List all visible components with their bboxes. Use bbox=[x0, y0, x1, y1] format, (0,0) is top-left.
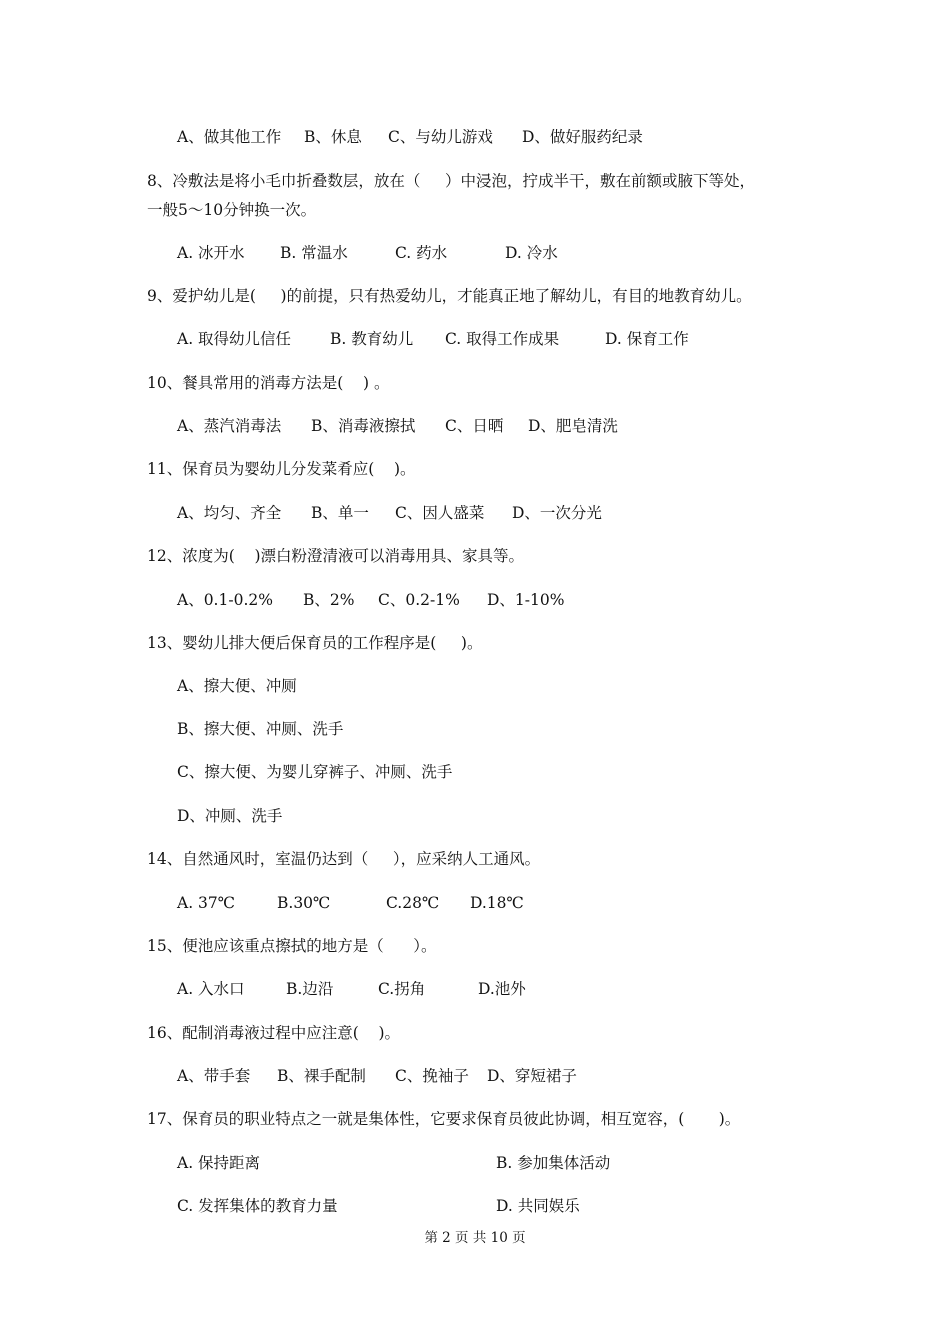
q7-option-c: C、与幼儿游戏 bbox=[388, 128, 493, 146]
q10-option-c: C、日晒 bbox=[445, 417, 504, 435]
q13-option-b: B、擦大便、冲厕、洗手 bbox=[177, 720, 344, 738]
page-footer bbox=[0, 1229, 950, 1247]
page-number: 第 2 页 共 10 页 bbox=[424, 1230, 526, 1246]
q14-option-b: B.30℃ bbox=[277, 894, 331, 912]
q14-option-a: A. 37℃ bbox=[177, 894, 236, 912]
q9-option-d: D. 保育工作 bbox=[605, 330, 689, 348]
q13-option-d: D、冲厕、洗手 bbox=[177, 807, 283, 825]
q10-option-b: B、消毒液擦拭 bbox=[311, 417, 416, 435]
q11-option-b: B、单一 bbox=[311, 504, 369, 522]
q9-option-c: C. 取得工作成果 bbox=[445, 330, 560, 348]
q13-option-c: C、擦大便、为婴儿穿裤子、冲厕、洗手 bbox=[177, 763, 453, 781]
q8-text-line-2: 一般5～10分钟换一次。 bbox=[147, 201, 317, 219]
q16-option-c: C、挽袖子 bbox=[395, 1067, 469, 1085]
q17-text: 17、保育员的职业特点之一就是集体性，它要求保育员彼此协调，相互宽容，( )。 bbox=[147, 1110, 741, 1128]
q12-option-d: D、1-10% bbox=[487, 591, 565, 609]
q14-text: 14、自然通风时，室温仍达到（ ），应采纳人工通风。 bbox=[147, 850, 541, 868]
q12-option-a: A、0.1-0.2% bbox=[177, 591, 273, 609]
q11-text: 11、保育员为婴幼儿分发菜肴应( )。 bbox=[147, 460, 416, 478]
q8-option-b: B. 常温水 bbox=[280, 244, 348, 262]
q8-option-a: A. 冰开水 bbox=[177, 244, 245, 262]
q11-option-a: A、均匀、齐全 bbox=[177, 504, 282, 522]
q15-text: 15、便池应该重点擦拭的地方是（ ）。 bbox=[147, 937, 437, 955]
q9-option-a: A. 取得幼儿信任 bbox=[177, 330, 292, 348]
q15-option-b: B.边沿 bbox=[286, 980, 334, 998]
q16-option-b: B、裸手配制 bbox=[277, 1067, 366, 1085]
q7-option-d: D、做好服药纪录 bbox=[522, 128, 643, 146]
q7-option-a: A、做其他工作 bbox=[177, 128, 282, 146]
q8-text-line-1: 8、冷敷法是将小毛巾折叠数层，放在（ ）中浸泡，拧成半干，敷在前额或腋下等处， bbox=[147, 172, 755, 190]
q10-option-d: D、肥皂清洗 bbox=[528, 417, 618, 435]
q12-text: 12、浓度为( )漂白粉澄清液可以消毒用具、家具等。 bbox=[147, 547, 525, 565]
q12-option-c: C、0.2-1% bbox=[378, 591, 460, 609]
q10-option-a: A、蒸汽消毒法 bbox=[177, 417, 282, 435]
q17-option-c: C. 发挥集体的教育力量 bbox=[177, 1197, 338, 1215]
q17-option-a: A. 保持距离 bbox=[177, 1154, 261, 1172]
q9-text: 9、爱护幼儿是( )的前提，只有热爱幼儿，才能真正地了解幼儿，有目的地教育幼儿。 bbox=[147, 287, 752, 305]
q15-option-d: D.池外 bbox=[478, 980, 526, 998]
q17-option-d: D. 共同娱乐 bbox=[496, 1197, 580, 1215]
q8-option-d: D. 冷水 bbox=[505, 244, 558, 262]
q16-text: 16、配制消毒液过程中应注意( )。 bbox=[147, 1024, 401, 1042]
q13-option-a: A、擦大便、冲厕 bbox=[177, 677, 297, 695]
q14-option-d: D.18℃ bbox=[470, 894, 524, 912]
q16-option-d: D、穿短裙子 bbox=[487, 1067, 577, 1085]
q15-option-a: A. 入水口 bbox=[177, 980, 245, 998]
q13-text: 13、婴幼儿排大便后保育员的工作程序是( )。 bbox=[147, 634, 483, 652]
q7-option-b: B、休息 bbox=[304, 128, 362, 146]
q14-option-c: C.28℃ bbox=[386, 894, 440, 912]
q11-option-d: D、一次分光 bbox=[512, 504, 602, 522]
q17-option-b: B. 参加集体活动 bbox=[496, 1154, 611, 1172]
q11-option-c: C、因人盛菜 bbox=[395, 504, 485, 522]
q12-option-b: B、2% bbox=[303, 591, 355, 609]
q15-option-c: C.拐角 bbox=[378, 980, 426, 998]
q10-text: 10、餐具常用的消毒方法是( ) 。 bbox=[147, 374, 390, 392]
q16-option-a: A、带手套 bbox=[177, 1067, 251, 1085]
q8-option-c: C. 药水 bbox=[395, 244, 448, 262]
q9-option-b: B. 教育幼儿 bbox=[330, 330, 414, 348]
